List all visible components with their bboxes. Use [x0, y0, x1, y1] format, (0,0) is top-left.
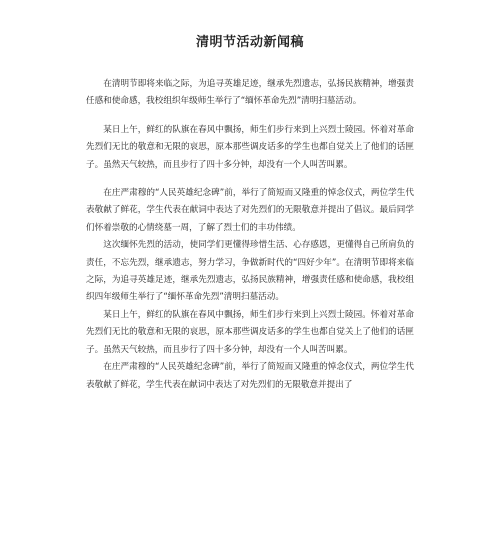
- document-title: 清明节活动新闻稿: [195, 35, 304, 50]
- paragraph-gap: [86, 174, 414, 185]
- paragraph-ceremony: 在庄严肃穆的“人民英雄纪念碑”前，举行了简短而又隆重的悼念仪式，两位学生代表敬献了鲜花，学生代表在献词中表达了对先烈们的无限敬意并提出了倡议。最后同学们怀着崇敬的心情绕墓一周，了解了烈士们的丰功伟绩。: [86, 188, 414, 233]
- paragraph-morning: 某日上午，鲜红的队旗在春风中飘扬，师生们步行来到上兴烈士陵园。怀着对革命先烈们无比的敬意和无限的哀思，原本那些调皮话多的学生也都自觉关上了他们的话匣子。虽然天气较热，而且步行了四十多分钟，却没有一个人叫苦叫累。: [86, 124, 414, 170]
- paragraph-morning-repeat: 某日上午，鲜红的队旗在春风中飘扬，师生们步行来到上兴烈士陵园。怀着对革命先烈们无比的敬意和无限的哀思，原本那些调皮话多的学生也都自觉关上了他们的话匣子。虽然天气较热，而且步行了四十多分钟，却没有一个人叫苦叫累。: [86, 309, 414, 355]
- paragraph-gap: [86, 111, 414, 122]
- paragraph-ceremony-repeat: 在庄严肃穆的“人民英雄纪念碑”前，举行了简短而又隆重的悼念仪式，两位学生代表敬献了鲜花，学生代表在献词中表达了对先烈们的无限敬意并提出了: [86, 362, 414, 390]
- paragraph-intro: 在清明节即将来临之际，为追寻英雄足迹，继承先烈遗志，弘扬民族精神，增强责任感和使命感，我校组织年级师生举行了“缅怀革命先烈”清明扫墓活动。: [86, 79, 414, 107]
- paragraph-summary: 这次缅怀先烈的活动，使同学们更懂得珍惜生活、心存感恩，更懂得自己所肩负的责任，不忘先烈，继承遗志，努力学习，争做新时代的“四好少年”。在清明节即将来临之际，为追寻英雄足迹，继承先烈遗志，弘扬民族精神，增强责任感和使命感，我校组织四年级师生举行了“缅怀革命先烈”清明扫墓活动。: [86, 240, 414, 303]
